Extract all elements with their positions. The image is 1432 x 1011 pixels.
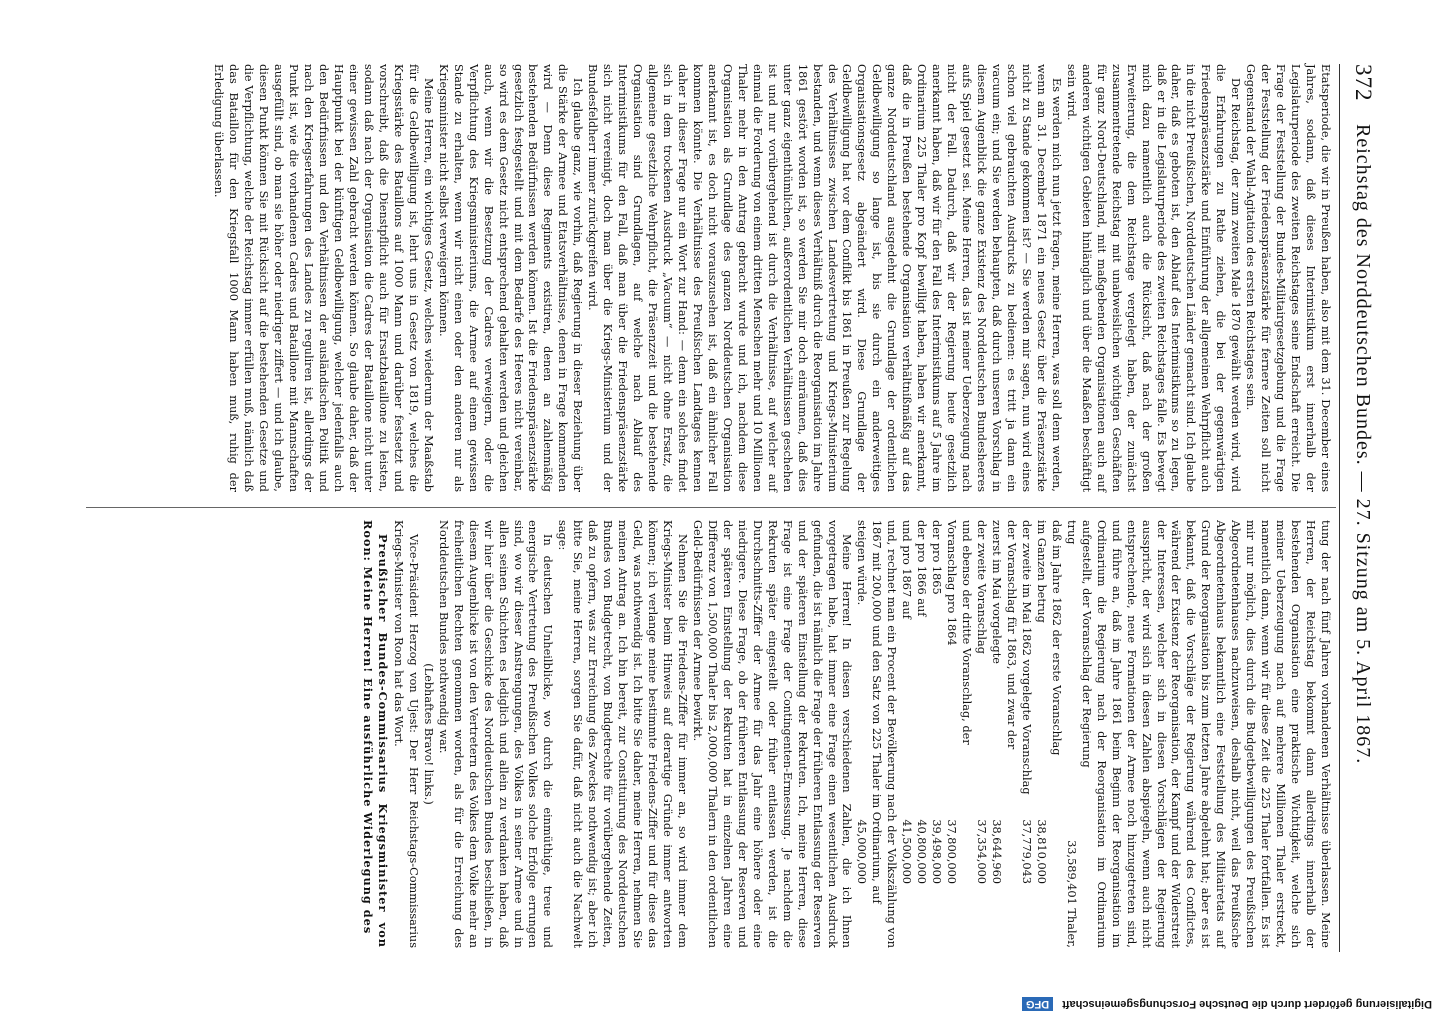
amount-value: 33,589,401 Thaler, [1064, 840, 1078, 948]
amount-row [973, 520, 988, 948]
amount-value: 40,800,000 [915, 819, 929, 884]
amount-value: 45,000,000 [855, 819, 869, 884]
left-column-paragraph: Es werden mich nun jetzt fragen, meine Herren, was soll denn werden, wenn am 31. December 1871 ein neues Gesetz über die Präsenzstärke nicht zu Stande gekommen ist? — Sie werden mir sagen, nun wird eines schon viel gebrauchten Ausdrucks zu bedienen: es tritt ja dann ein vacuum ein; und Sie werden behaupten, daß durch unseren Vorschlag in diesem Augenblick die ganze Existenz des Norddeutschen Bundesheeres aufs Spiel gesetzt sei. Meine Herren, das ist meiner Ueberzeugung nach nicht der Fall. Dadurch, daß wir der Regierung heute gesetzlich anerkannt haben, daß wir für den Fall des Interimistikums auf 5 Jahre im Ordinarium 225 Thaler pro Kopf bewilligt haben, haben wir anerkannt, daß die in Preußen bestehende Organisation verhältnißmäßig auf das ganze Norddeutschland ausgedehnt die Grundlage der ordentlichen Geldbewilligung so lange ist, bis sie durch ein anderweitiges Organisationsgesetz abgeändert wird. Diese Grundlage der Geldbewilligung hat vor dem Conflikt bis 1861 in Preußen zur Regelung des Verhältnisses zwischen Landesvertretung und Kriegs-Ministerium bestanden, und wenn dieses Verhältniß durch die Reorganisation im Jahre 1861 gestört worden ist, so werden Sie mir doch einräumen, daß dies unter ganz eigenthümlichen, außerordentlichen Verhältnissen geschehen ist und nur vorübergehend ist durch die Verhältnisse, auf welcher auf einmal die Forderung von einem dritten Menschen mehr und 10 Millionen Thaler mehr in den Antrag gebracht wurde und ich, nachdem diese Organisation als Grundlage des ganzen Norddeutschen Organisation anerkannt ist, es doch nicht vorauszusehen ist, daß ein ähnlicher Fall kommen könnte. Die Verhältnisse des Preußischen Landtages kennen daher in dieser Frage nur ein Wort zur Hand: — denn ein solches findet sich in dem trockenen Ausdruck „Vacuum“ — nicht ohne Ersatz, die allgemeine gesetzliche Wehrpflicht, die Präsenzzeit und die bestehende Organisation sind Grundlagen, auf welche nach Ablauf des Interimistikums für den Fall, daß man über die Friedenspräsenzstärke sich nicht vereinigt, doch man über die Kriegs-Ministerium und der Bundesfeldherr immer zurückgreifen wird. [586, 64, 1063, 492]
left-column-paragraph: Meine Herren, ein wichtiges Gesetz, welches wiederum der Maaßstab für die Geldbewilligung ist, lehrt uns in Gesetz von 1819, welches die Kriegsstärke des Bataillons auf 1000 Mann und darüber festsetzt und vorschreibt, daß die Dienstpflicht auch für Ersatzbataillone zu leisten, sodann daß nach der Organisation die Cadres der Bataillone nicht unter einer gewissen Zahl gebracht werden können. So glaube daher, daß der Hauptpunkt bei der künftigen Geldbewilligung, welcher jedenfalls auch den Bedürfnissen und den Verhältnissen der ausländischen Politik und nach den Kriegserfahrungen des Landes zu reguliren ist, allerdings der Punkt ist, wie die vorhandenen Cadres und Bataillone mit Mannschaften ausgefüllt sind, ob man sie höher oder niedriger ziffert — und ich glaube, diesen Punkt können Sie mit Rücksicht auf die bestehenden Gesetze und die Verpflichtung, welche der Reichstag immer erfüllen muß, nämlich daß das Bataillon für den Kriegsfall 1000 Mann haben muß, ruhig der Erledigung überlassen. [212, 64, 435, 492]
left-column-paragraph: Ich glaube ganz, wie vorhin, daß Regierung in dieser Beziehung über die Stärke der Armee und Etatsverhältnisse, denen in Frage kommenden wird — Denn diese Regiments existiren, denen an zahlenmäßig bestehenden Bedürfnissen werden können. Ist die Friedenspräsenzstärke gesetzlich festgestellt und mit dem Bedarfe des Heeres nicht vereinbar, so wird es dem Gesetz nicht entsprechend gehalten werden und gleichen auch, wenn wir die Besetzung der Cadres verweigern, oder die Verpflichtung des Kriegsministeriums, die Armee auf einem gewissen Stande zu erhalten, wenn wir nicht einen oder den anderen nur als Kriegsminister nicht selbst verweigern können. [436, 64, 585, 492]
amount-row [1018, 520, 1033, 948]
amount-row [898, 520, 913, 948]
amount-row-final [854, 520, 869, 948]
amount-value [1048, 942, 1063, 948]
amount-row [1033, 520, 1048, 948]
left-column-paragraph: Etatsperiode, die wir in Preußen haben, also mit dem 31. December eines Jahres, sodann, daß dieses Interimistikum erst innerhalb der Legislaturperiode des zweiten Reichstages seine Endschaft erreicht. Die Frage der Feststellung der Bundes-Militairgesetzgebung und die Frage der Feststellung der Friedenspräsenzstärke für fernere Zeiten soll nicht Gegenstand der Wahl-Agitation des ersten Reichstages sein. [1244, 64, 1332, 492]
amount-row [913, 520, 928, 948]
amount-row [1048, 520, 1063, 948]
vice-president-line: Vice-Präsident Herzog von Ujest: Der Herr Reichstags-Commissarius Kriegs-Minister von Roon hat das Wort. [391, 520, 420, 948]
right-column-rest-paragraph: Meine Herren! In diesen verschiedenen Zahlen, die ich Ihnen vorgetragen habe, hat immer eine Frage einen wesentlichen Ausdruck gefunden, die ist nämlich die Frage der früheren Entlassung der Reserven und der späteren Einstellung der Rekruten. Ich, meine Herren, diese Frage ist eine Frage der Contingenten-Ermessung. Je nachdem die Rekruten später eingestellt oder früher entlassen werden, ist die Durchschnitts-Ziffer der Armee für das Jahr eine höhere oder eine niedrigere. Diese Frage, ob der früheren Entlassung der Reserven und der späteren Einstellung der Rekruten hat in einzelnen Jahren eine Differenz von 1,500,000 Thaler bis 2,000,000 Thalern in den ordentlichen Geld-Bedürfnissen der Armee bewirkt. [690, 520, 854, 948]
amount-label: steigen würde. [855, 520, 869, 606]
column-separator [86, 507, 1336, 508]
amount-row [928, 520, 943, 948]
right-column [82, 520, 1332, 948]
right-column-rest-paragraph: In deutschen Unheilblicke, wo durch die einmüthige, treue und energische Vertretung des Preußischen Volkes solche Erfolge errungen sind, wo wir dieser Anstrengungen, des Volkes in seiner Armee und in allen seinen Schichten es lediglich und allein zu verdanken haben, daß wir hier über die Geschicke des Norddeutschen Bundes beschließen, in diesem Augenblicke ist von den Vertretern des Volkes dem Volke mehr an freiheitlichen Rechten genommen worden, als für die Erreichung des Norddeutschen Bundes nothwendig war. [436, 520, 555, 948]
digitization-credit [32, 986, 1432, 1010]
speaker-line: Preußischer Bundes-Commissarius Kriegsminister von Roon: Meine Herren! Eine ausführliche Widerlegung des [361, 520, 390, 948]
amount-label: der Voranschlag für 1863, und zwar der [1004, 520, 1018, 750]
amount-label: im Ganzen betrug [1034, 520, 1048, 623]
right-column-intro: tung der nach fünf Jahren vorhandenen Verhältnisse überlassen. Meine Herren, der Reichstag bekommt dann allerdings innerhalb der bestehenden Organisation eine praktische Wichtigkeit, welche sich meiner Ueberzeugung nach auf mehrere Millionen Thaler erstreckt, namentlich dann, wenn wir für diese Zeit die 225 Thaler fortfallen. Es ist mir nur möglich, dies durch die Budgetbewilligungen des Preußischen Abgeordnetenhauses nachzuweisen, deshalb nicht, weil das Preußische Abgeordnetenhaus bekanntlich eine Feststellung des Militairetats auf Grund der Reorganisation bis zum letzten Jahre abgelehnt hat; aber es ist bekannt, daß die Vorschläge der Regierung während des Conflictes, während der Existenz der Reorganisation, der Kampf und der Widerstreit der Interessen, welcher sich in diesen Vorschlägen der Regierung ausspricht, der wird sich in diesen Zahlen abspiegeln, wenn auch nicht entsprechende, neue Formationen der Armee noch hinzugetreten sind, und führe an, daß im Jahre 1861 beim Beginn der Reorganisation im Ordinarium die Regierung nach der Reorganisation im Ordinarium aufgestellt, der Voranschlag der Regierung [1079, 520, 1332, 948]
amount-row [988, 520, 1003, 948]
stage-direction: (Lebhaftes Bravo! links.) [421, 663, 435, 805]
amount-label: der pro 1865 [930, 520, 944, 595]
right-column-rest-paragraph: Nehmen Sie die Friedens-Ziffer für immer an, so wird immer dem Kriegs-Minister beim Hinweis auf derartige Gründe immer antworten können; ich verlange meine bestimmte Friedens-Ziffer und für diese das Geld, was nothwendig ist. Ich bitte Sie daher, meine Herren, nehmen Sie meinen Antrag an. Ich bin bereit, zur Constituirung des Norddeutschen Bundes von Budgetrecht, von Budgetrechte für vorübergehende Zeiten, daß zu opfern, was zur Erreichung des Zweckes nothwendig ist; aber ich bitte Sie, meine Herren, sorgen Sie dafür, daß nicht auch die Nachwelt sage: [556, 520, 690, 948]
amount-value: 41,500,000 [900, 819, 914, 884]
amount-row [1003, 520, 1018, 948]
amount-label: und pro 1867 auf [900, 520, 914, 619]
running-header [1340, 64, 1380, 954]
amount-value: 37,779,043 [1019, 819, 1033, 884]
budget-amounts-table [898, 520, 1077, 948]
amount-row [958, 520, 973, 948]
amount-value: 39,498,000 [930, 819, 944, 884]
page-title: Reichstag des Norddeutschen Bundes. — 27. Sitzung am 5. April 1867. [1352, 124, 1374, 765]
page-number: 372 [1351, 64, 1376, 102]
amount-label: Voranschlag pro 1864 [945, 520, 959, 646]
amount-value: 37,800,000 [945, 819, 959, 884]
left-column-paragraphs [211, 64, 1332, 492]
dfg-logo: DFG [1022, 997, 1053, 1011]
amount-label: zuerst im Mai vorgelegte [990, 520, 1004, 664]
amount-label: trug [1064, 520, 1078, 545]
amount-value: 37,354,000 [975, 819, 989, 884]
amount-label: und ebenso der dritte Voranschlag, der [960, 520, 974, 745]
credit-text: Digitalisierung gefördert durch die Deutsche Forschungsgemeinschaft [1062, 998, 1432, 1010]
right-column-paragraphs [435, 520, 854, 948]
amount-value: 38,644,960 [990, 819, 1004, 884]
amount-label: daß im Jahre 1862 der erste Voranschlag [1049, 520, 1063, 756]
left-column-paragraph: Der Reichstag, der zum zweiten Male 1870 gewählt werden wird, wird die Erfahrungen zu Rathe ziehen, die bei der gegenwärtigen Friedenspräsenzstärke und Einführung der allgemeinen Wehrpflicht auch in die nicht Preußischen, Norddeutschen Länder gemacht sind. Ich glaube daher, daß es geboten ist, den Ablauf des Interimistikums so zu legen, daß er in die Legislaturperiode des zweiten Reichstages falle. Es bewegt mich dazu namentlich auch die Rücksicht, daß nach der großen Erweiterung, die dem Reichstage vergelegt haben, der zunächst zusammentretende Reichstag mit unabweislichen wichtigen Geschäften für ganz Nord-Deutschland, mit maßgebenden Organisationen auch auf anderen wichtigen Gebieten hinlänglich und über die Maaßen beschäftigt sein wird. [1064, 64, 1243, 492]
amount-value: 38,810,000 [1034, 819, 1048, 884]
right-column-after-amounts: und, rechnet man ein Procent der Bevölkerung nach der Volkszählung von 1867 mit 200,000 und den Satz von 225 Thaler im Ordinarium, auf [870, 520, 899, 948]
amount-value [1003, 942, 1018, 948]
amount-label: der pro 1866 auf [915, 520, 929, 617]
amount-label: der zweite im Mai 1862 vorgelegte Voranschlag [1019, 520, 1033, 795]
amount-row [1063, 520, 1078, 948]
amount-value [958, 942, 973, 948]
amount-row [943, 520, 958, 948]
header-rule [1339, 64, 1340, 952]
left-column [82, 64, 1332, 492]
amount-label: der zweite Voranschlag [975, 520, 989, 654]
